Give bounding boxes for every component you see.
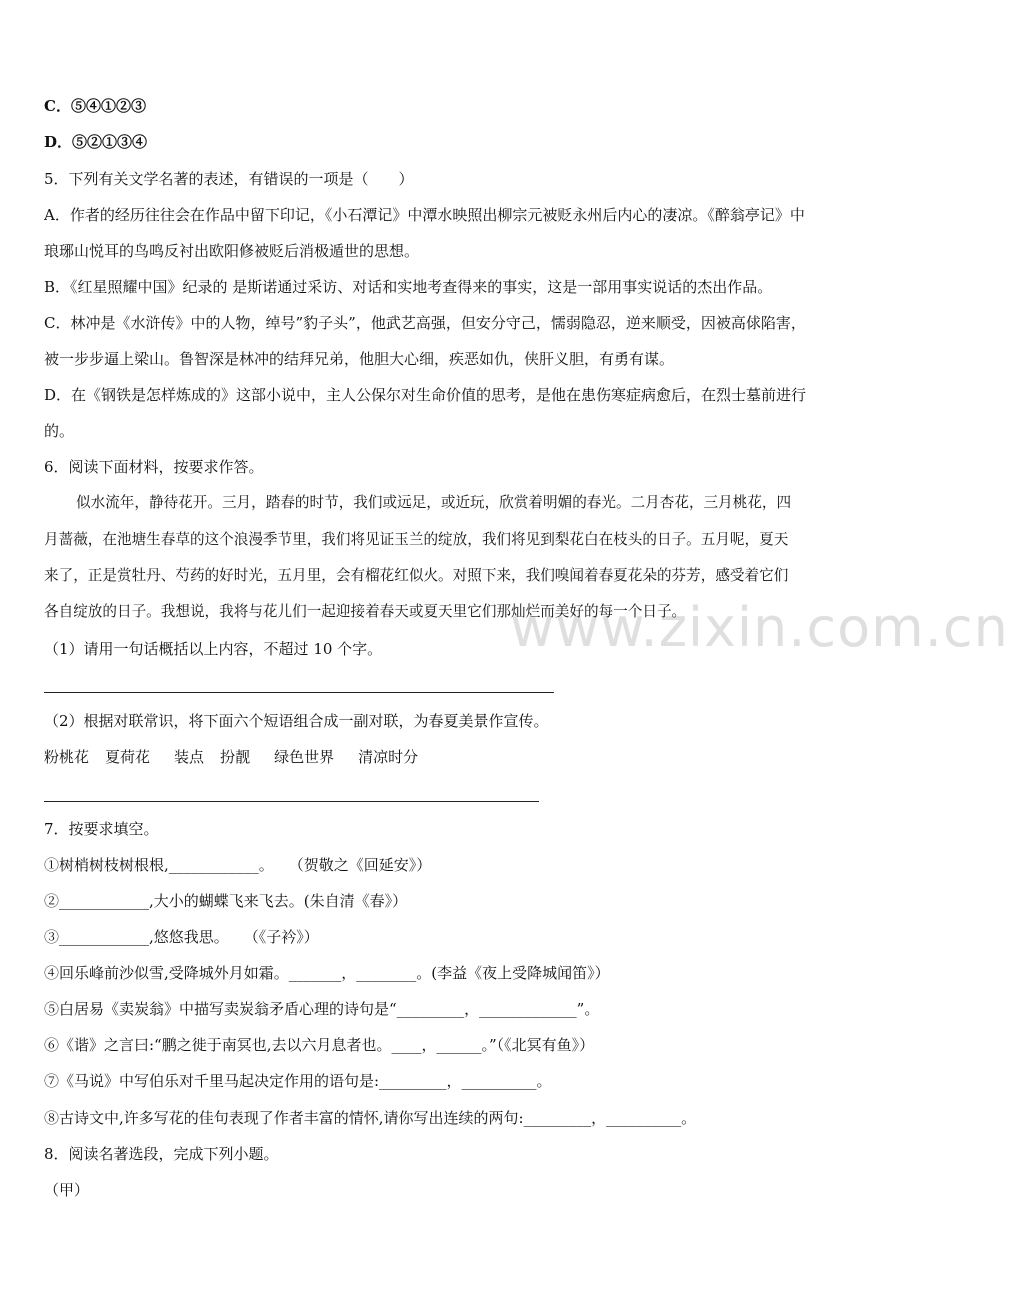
- watermark: www.zixin.com.cn: [510, 596, 1009, 659]
- q7-stem: 7．按要求填空。: [44, 820, 159, 838]
- q6-sub2: （2）根据对联常识，将下面六个短语组合成一副对联，为春夏美景作宣传。: [44, 712, 549, 730]
- q6-sub1: （1）请用一句话概括以上内容，不超过 10 个字。: [44, 640, 383, 658]
- q7-item-3: ③____________,悠悠我思。 （《子衿》）: [44, 928, 319, 946]
- q6-passage-line3: 来了，正是赏牡丹、芍药的好时光，五月里，会有榴花红似火。对照下来，我们嗅闻着春夏花朵的芬芳，感受着它们: [44, 567, 789, 584]
- q7-item-4: ④回乐峰前沙似雪,受降城外月如霜。_______，________。(李益《夜上受降城闻笛》）: [44, 964, 610, 982]
- q4-option-c: C．⑤④①②③: [44, 97, 146, 115]
- q5-option-c-line1: C．林冲是《水浒传》中的人物，绰号”豹子头”，他武艺高强，但安分守己，懦弱隐忍，逆来顺受，因被高俅陷害，: [44, 314, 806, 332]
- q6-stem: 6．阅读下面材料，按要求作答。: [44, 458, 264, 476]
- q7-item-1: ①树梢树枝树根根,____________。 （贺敬之《回延安》）: [44, 856, 432, 874]
- q7-item-8: ⑧古诗文中,许多写花的佳句表现了作者丰富的情怀,请你写出连续的两句:_________，__________。: [44, 1109, 697, 1127]
- q5-option-a-line2: 琅琊山悦耳的鸟鸣反衬出欧阳修被贬后消极遁世的思想。: [44, 242, 420, 260]
- q6-phrase: 夏荷花: [105, 748, 151, 766]
- q7-item-7: ⑦《马说》中写伯乐对千里马起决定作用的语句是:_________，__________。: [44, 1072, 552, 1090]
- q6-phrase: 清凉时分: [358, 748, 419, 766]
- q5-option-b: B．《红星照耀中国》纪录的 是斯诺通过采访、对话和实地考查得来的事实，这是一部用事实说话的杰出作品。: [44, 278, 773, 296]
- q7-item-6: ⑥《谐》之言曰:“鹏之徙于南冥也,去以六月息者也。____，______。”（《北冥有鱼》）: [44, 1036, 595, 1054]
- q7-item-5: ⑤白居易《卖炭翁》中描写卖炭翁矛盾心理的诗句是“_________，_____________”。: [44, 1000, 600, 1018]
- q6-phrase-list: [44, 747, 418, 767]
- q6-passage-line1: 似水流年，静待花开。三月，踏春的时节，我们或远足，或近玩，欣赏着明媚的春光。二月杏花，三月桃花，四: [76, 494, 792, 511]
- q6-phrase: 粉桃花: [44, 748, 90, 766]
- q5-option-d-line2: 的。: [44, 422, 75, 440]
- q6-phrase: 装点: [174, 748, 205, 766]
- q5-stem: 5．下列有关文学名著的表述，有错误的一项是（ ）: [44, 170, 414, 188]
- q8-sub-jia: （甲）: [44, 1181, 90, 1199]
- q6-passage-line2: 月蔷薇，在池塘生春草的这个浪漫季节里，我们将见证玉兰的绽放，我们将见到梨花白在枝头的日子。五月呢，夏天: [44, 531, 789, 548]
- q8-stem: 8．阅读名著选段，完成下列小题。: [44, 1145, 279, 1163]
- q5-option-a-line1: A．作者的经历往往会在作品中留下印记，《小石潭记》中潭水映照出柳宗元被贬永州后内心的凄凉。《醉翁亭记》中: [44, 206, 805, 224]
- q6-passage-line4: 各自绽放的日子。我想说，我将与花儿们一起迎接着春天或夏天里它们那灿烂而美好的每一个日子。: [44, 603, 687, 620]
- q5-option-c-line2: 被一步步逼上梁山。鲁智深是林冲的结拜兄弟，他胆大心细，疾恶如仇，侠肝义胆，有勇有谋。: [44, 350, 675, 368]
- q6-phrase: 扮靓: [220, 748, 251, 766]
- q4-option-d: D．⑤②①③④: [44, 133, 148, 151]
- q7-item-2: ②____________,大小的蝴蝶飞来飞去。(朱自清《春》）: [44, 892, 408, 910]
- q5-option-d-line1: D．在《钢铁是怎样炼成的》这部小说中，主人公保尔对生命价值的思考，是他在患伤寒症病愈后，在烈士墓前进行: [44, 386, 807, 404]
- q6-answer-line-1[interactable]: [44, 692, 554, 693]
- q6-answer-line-2[interactable]: [44, 801, 539, 802]
- q6-phrase: 绿色世界: [274, 748, 335, 766]
